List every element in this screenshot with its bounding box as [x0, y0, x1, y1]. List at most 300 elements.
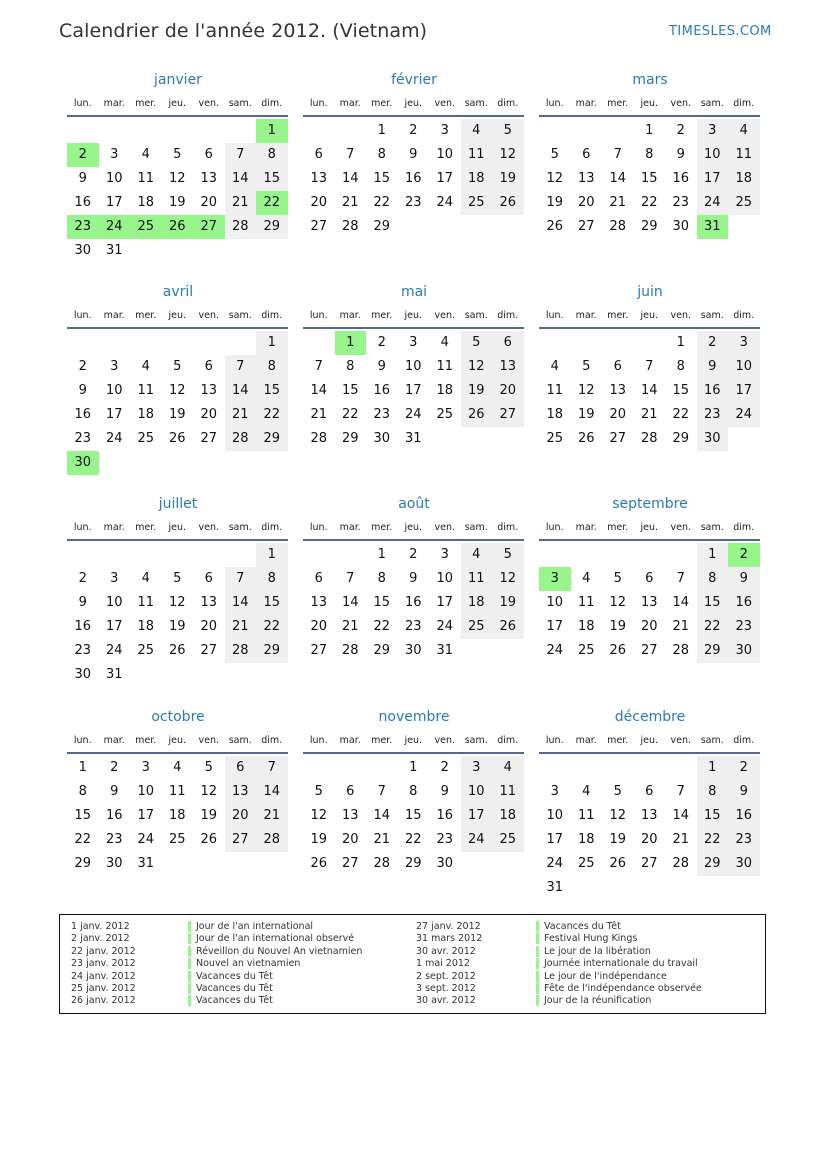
- day-cell: 20: [609, 407, 627, 422]
- month-3: [67, 284, 289, 484]
- day-cell: 6: [204, 359, 213, 374]
- day-cell: 29: [256, 427, 288, 451]
- day-cell: 12: [168, 595, 186, 610]
- header-divider: [67, 752, 288, 754]
- month-name: janvier: [154, 72, 202, 88]
- header-divider: [67, 539, 288, 541]
- day-cell: 25: [577, 856, 595, 871]
- day-cell: 17: [105, 195, 123, 210]
- legend-date: 25 janv. 2012: [71, 983, 136, 994]
- day-cell: 17: [546, 832, 564, 847]
- weekday-label: sam.: [464, 98, 488, 109]
- day-cell: 20: [640, 832, 658, 847]
- day-cell: 22: [697, 828, 729, 852]
- day-cell: 5: [461, 331, 493, 355]
- day-cell: 11: [577, 595, 595, 610]
- day-cell: 5: [613, 571, 622, 586]
- day-cell: 20: [310, 619, 328, 634]
- day-cell: 1: [256, 543, 288, 567]
- day-cell: 30: [74, 667, 92, 682]
- day-cell: 18: [461, 167, 493, 191]
- weekday-label: mer.: [135, 522, 157, 533]
- weekday-label: ven.: [670, 310, 691, 321]
- weekday-label: sam.: [700, 522, 724, 533]
- weekday-label: lun.: [73, 735, 92, 746]
- day-cell: 19: [609, 619, 627, 634]
- day-cell: 28: [341, 643, 359, 658]
- day-cell: 13: [310, 595, 328, 610]
- day-cell: 20: [200, 195, 218, 210]
- day-cell: 17: [436, 171, 454, 186]
- legend-holiday-name: Jour de la réunification: [536, 995, 651, 1006]
- day-cell: 13: [200, 171, 218, 186]
- day-cell: 6: [314, 571, 323, 586]
- legend-holiday-name: Vacances du Têt: [188, 971, 273, 982]
- day-cell: 25: [461, 615, 493, 639]
- day-cell: 28: [373, 856, 391, 871]
- day-cell: 24: [461, 828, 493, 852]
- day-cell: 13: [609, 383, 627, 398]
- weekday-label: ven.: [198, 310, 219, 321]
- day-cell: 30: [672, 219, 690, 234]
- month-5: [539, 284, 761, 484]
- day-cell: 2: [440, 760, 449, 775]
- weekday-label: sam.: [228, 310, 252, 321]
- legend-date: 2 sept. 2012: [416, 970, 476, 982]
- day-cell: 6: [645, 784, 654, 799]
- day-cell: 31: [105, 243, 123, 258]
- day-cell: 24: [137, 832, 155, 847]
- day-cell: 29: [341, 431, 359, 446]
- month-8: [539, 496, 761, 696]
- day-cell: 16: [404, 171, 422, 186]
- day-cell: 11: [728, 143, 760, 167]
- day-cell: 4: [141, 571, 150, 586]
- day-cell: 28: [672, 643, 690, 658]
- day-cell: 6: [314, 147, 323, 162]
- day-cell: 29: [256, 639, 288, 663]
- day-cell: 10: [461, 780, 493, 804]
- weekday-label: dim.: [497, 522, 519, 533]
- day-cell: 10: [404, 359, 422, 374]
- day-cell: 28: [609, 219, 627, 234]
- day-cell: 17: [697, 167, 729, 191]
- weekday-label: mer.: [607, 98, 629, 109]
- day-cell: 19: [168, 195, 186, 210]
- header-divider: [539, 539, 760, 541]
- legend-date: 22 janv. 2012: [71, 945, 136, 957]
- weekday-label: ven.: [670, 735, 691, 746]
- legend-holiday-name: Réveillon du Nouvel An vietnamien: [188, 946, 362, 957]
- day-cell: 30: [373, 431, 391, 446]
- day-cell: 28: [225, 639, 257, 663]
- day-cell: 22: [697, 615, 729, 639]
- day-cell: 3: [728, 331, 760, 355]
- weekday-label: dim.: [733, 522, 755, 533]
- day-cell: 9: [377, 359, 386, 374]
- day-cell: 2: [697, 331, 729, 355]
- day-cell: 2: [728, 756, 760, 780]
- day-cell: 25: [461, 191, 493, 215]
- month-0: [67, 72, 289, 272]
- day-cell: 21: [341, 619, 359, 634]
- weekday-label: dim.: [733, 98, 755, 109]
- weekday-label: dim.: [497, 310, 519, 321]
- day-cell: 3: [697, 119, 729, 143]
- day-cell: 30: [436, 856, 454, 871]
- holiday-day-cell: 2: [728, 543, 760, 567]
- day-cell: 23: [672, 195, 690, 210]
- day-cell: 15: [373, 595, 391, 610]
- day-cell: 15: [256, 167, 288, 191]
- day-cell: 4: [492, 756, 524, 780]
- day-cell: 30: [697, 427, 729, 451]
- day-cell: 18: [436, 383, 454, 398]
- day-cell: 12: [492, 143, 524, 167]
- day-cell: 16: [697, 379, 729, 403]
- day-cell: 18: [577, 832, 595, 847]
- weekday-label: lun.: [545, 735, 564, 746]
- day-cell: 16: [74, 619, 92, 634]
- weekday-label: dim.: [261, 522, 283, 533]
- day-cell: 8: [697, 567, 729, 591]
- day-cell: 8: [377, 147, 386, 162]
- day-cell: 3: [110, 571, 119, 586]
- day-cell: 17: [105, 619, 123, 634]
- day-cell: 19: [577, 407, 595, 422]
- day-cell: 10: [436, 571, 454, 586]
- day-cell: 15: [697, 591, 729, 615]
- day-cell: 26: [200, 832, 218, 847]
- holiday-day-cell: 2: [67, 143, 99, 167]
- day-cell: 12: [461, 355, 493, 379]
- day-cell: 9: [728, 780, 760, 804]
- day-cell: 14: [609, 171, 627, 186]
- day-cell: 27: [310, 643, 328, 658]
- day-cell: 11: [461, 567, 493, 591]
- day-cell: 14: [672, 595, 690, 610]
- day-cell: 26: [577, 431, 595, 446]
- day-cell: 2: [110, 760, 119, 775]
- weekday-label: lun.: [73, 98, 92, 109]
- day-cell: 1: [676, 335, 685, 350]
- day-cell: 19: [310, 832, 328, 847]
- day-cell: 9: [409, 571, 418, 586]
- day-cell: 14: [256, 780, 288, 804]
- day-cell: 9: [78, 383, 87, 398]
- legend-holiday-name: Vacances du Têt: [188, 983, 273, 994]
- day-cell: 4: [461, 543, 493, 567]
- day-cell: 1: [377, 547, 386, 562]
- day-cell: 24: [404, 407, 422, 422]
- day-cell: 3: [141, 760, 150, 775]
- day-cell: 1: [409, 760, 418, 775]
- day-cell: 11: [137, 595, 155, 610]
- day-cell: 21: [672, 832, 690, 847]
- holiday-day-cell: 31: [697, 215, 729, 239]
- day-cell: 8: [256, 143, 288, 167]
- day-cell: 7: [676, 784, 685, 799]
- weekday-label: mer.: [371, 98, 393, 109]
- day-cell: 1: [697, 756, 729, 780]
- day-cell: 10: [546, 808, 564, 823]
- header-divider: [303, 327, 524, 329]
- day-cell: 18: [137, 195, 155, 210]
- day-cell: 15: [341, 383, 359, 398]
- day-cell: 11: [137, 383, 155, 398]
- day-cell: 30: [728, 639, 760, 663]
- day-cell: 5: [613, 784, 622, 799]
- month-name: octobre: [151, 709, 205, 725]
- legend-holiday-name: Journée internationale du travail: [536, 958, 698, 969]
- legend-date: 26 janv. 2012: [71, 995, 136, 1007]
- weekday-label: lun.: [545, 310, 564, 321]
- day-cell: 7: [676, 571, 685, 586]
- day-cell: 4: [550, 359, 559, 374]
- weekday-label: jeu.: [168, 735, 187, 746]
- day-cell: 7: [346, 147, 355, 162]
- day-cell: 4: [582, 784, 591, 799]
- weekday-label: mer.: [135, 735, 157, 746]
- day-cell: 14: [341, 595, 359, 610]
- day-cell: 22: [256, 403, 288, 427]
- day-cell: 12: [310, 808, 328, 823]
- weekday-label: dim.: [733, 310, 755, 321]
- day-cell: 14: [225, 379, 257, 403]
- day-cell: 21: [672, 619, 690, 634]
- weekday-label: jeu.: [640, 522, 659, 533]
- brand-link[interactable]: TIMESLES.COM: [669, 24, 772, 39]
- day-cell: 9: [110, 784, 119, 799]
- day-cell: 21: [341, 195, 359, 210]
- header-divider: [539, 115, 760, 117]
- legend-date: 24 janv. 2012: [71, 970, 136, 982]
- day-cell: 11: [461, 143, 493, 167]
- day-cell: 21: [640, 407, 658, 422]
- month-name: mai: [400, 284, 428, 300]
- day-cell: 27: [577, 219, 595, 234]
- holiday-legend: [59, 914, 766, 1014]
- header-divider: [539, 752, 760, 754]
- day-cell: 3: [110, 359, 119, 374]
- day-cell: 25: [546, 431, 564, 446]
- day-cell: 22: [672, 407, 690, 422]
- month-7: [303, 496, 525, 696]
- day-cell: 2: [78, 571, 87, 586]
- weekday-label: mar.: [575, 735, 597, 746]
- day-cell: 17: [137, 808, 155, 823]
- weekday-label: jeu.: [404, 310, 423, 321]
- day-cell: 8: [409, 784, 418, 799]
- day-cell: 7: [314, 359, 323, 374]
- day-cell: 6: [645, 571, 654, 586]
- day-cell: 27: [341, 856, 359, 871]
- weekday-label: jeu.: [640, 310, 659, 321]
- weekday-label: dim.: [261, 735, 283, 746]
- day-cell: 13: [310, 171, 328, 186]
- day-cell: 3: [550, 784, 559, 799]
- day-cell: 4: [440, 335, 449, 350]
- day-cell: 8: [346, 359, 355, 374]
- day-cell: 31: [436, 643, 454, 658]
- day-cell: 1: [377, 123, 386, 138]
- day-cell: 5: [173, 147, 182, 162]
- day-cell: 6: [613, 359, 622, 374]
- weekday-label: mer.: [371, 735, 393, 746]
- weekday-label: lun.: [73, 522, 92, 533]
- day-cell: 2: [377, 335, 386, 350]
- weekday-label: mer.: [607, 310, 629, 321]
- weekday-label: mar.: [103, 735, 125, 746]
- legend-date: 23 janv. 2012: [71, 958, 136, 970]
- day-cell: 23: [728, 828, 760, 852]
- day-cell: 7: [225, 143, 257, 167]
- day-cell: 23: [404, 619, 422, 634]
- holiday-day-cell: 25: [130, 215, 162, 239]
- weekday-label: lun.: [73, 310, 92, 321]
- day-cell: 18: [577, 619, 595, 634]
- day-cell: 21: [373, 832, 391, 847]
- day-cell: 3: [440, 547, 449, 562]
- day-cell: 6: [204, 147, 213, 162]
- day-cell: 8: [256, 567, 288, 591]
- day-cell: 27: [200, 643, 218, 658]
- day-cell: 18: [492, 804, 524, 828]
- page-title: Calendrier de l'année 2012. (Vietnam): [59, 20, 428, 42]
- day-cell: 24: [697, 191, 729, 215]
- legend-holiday-name: Fête de l'indépendance observée: [536, 983, 702, 994]
- day-cell: 20: [200, 619, 218, 634]
- day-cell: 29: [74, 856, 92, 871]
- day-cell: 22: [341, 407, 359, 422]
- day-cell: 10: [436, 147, 454, 162]
- weekday-label: ven.: [434, 735, 455, 746]
- day-cell: 8: [256, 355, 288, 379]
- day-cell: 28: [341, 219, 359, 234]
- day-cell: 11: [577, 808, 595, 823]
- weekday-label: mer.: [607, 735, 629, 746]
- weekday-label: mer.: [607, 522, 629, 533]
- month-4: [303, 284, 525, 484]
- day-cell: 5: [492, 543, 524, 567]
- day-cell: 1: [645, 123, 654, 138]
- day-cell: 5: [492, 119, 524, 143]
- day-cell: 6: [346, 784, 355, 799]
- day-cell: 30: [404, 643, 422, 658]
- day-cell: 10: [105, 383, 123, 398]
- weekday-label: ven.: [198, 735, 219, 746]
- weekday-label: lun.: [309, 310, 328, 321]
- day-cell: 7: [225, 355, 257, 379]
- day-cell: 4: [582, 571, 591, 586]
- day-cell: 14: [310, 383, 328, 398]
- day-cell: 9: [78, 171, 87, 186]
- day-cell: 9: [409, 147, 418, 162]
- day-cell: 21: [310, 407, 328, 422]
- day-cell: 11: [168, 784, 186, 799]
- day-cell: 9: [676, 147, 685, 162]
- day-cell: 23: [404, 195, 422, 210]
- day-cell: 9: [728, 567, 760, 591]
- day-cell: 13: [577, 171, 595, 186]
- month-name: juillet: [158, 496, 198, 512]
- day-cell: 17: [728, 379, 760, 403]
- weekday-label: jeu.: [168, 522, 187, 533]
- day-cell: 24: [546, 643, 564, 658]
- day-cell: 19: [168, 619, 186, 634]
- weekday-label: sam.: [464, 522, 488, 533]
- day-cell: 26: [461, 403, 493, 427]
- month-name: septembre: [612, 496, 688, 512]
- day-cell: 25: [168, 832, 186, 847]
- day-cell: 30: [74, 243, 92, 258]
- day-cell: 14: [640, 383, 658, 398]
- weekday-label: lun.: [545, 98, 564, 109]
- day-cell: 14: [225, 591, 257, 615]
- day-cell: 21: [609, 195, 627, 210]
- header-divider: [539, 327, 760, 329]
- legend-holiday-name: Vacances du Têt: [188, 995, 273, 1006]
- day-cell: 5: [173, 571, 182, 586]
- day-cell: 12: [546, 171, 564, 186]
- weekday-label: sam.: [228, 735, 252, 746]
- legend-date: 3 sept. 2012: [416, 983, 476, 994]
- legend-date: 2 janv. 2012: [71, 933, 130, 945]
- day-cell: 18: [168, 808, 186, 823]
- day-cell: 13: [640, 808, 658, 823]
- day-cell: 1: [256, 331, 288, 355]
- day-cell: 7: [346, 571, 355, 586]
- day-cell: 20: [577, 195, 595, 210]
- day-cell: 22: [404, 832, 422, 847]
- day-cell: 18: [461, 591, 493, 615]
- day-cell: 1: [697, 543, 729, 567]
- day-cell: 15: [373, 171, 391, 186]
- holiday-day-cell: 24: [99, 215, 131, 239]
- day-cell: 27: [492, 403, 524, 427]
- month-name: juin: [637, 284, 663, 300]
- day-cell: 16: [74, 407, 92, 422]
- header-divider: [67, 115, 288, 117]
- day-cell: 4: [173, 760, 182, 775]
- legend-holiday-name: Jour de l'an international observé: [188, 933, 354, 944]
- day-cell: 29: [373, 643, 391, 658]
- header-divider: [303, 539, 524, 541]
- day-cell: 8: [697, 780, 729, 804]
- day-cell: 19: [492, 591, 524, 615]
- day-cell: 22: [74, 832, 92, 847]
- day-cell: 25: [728, 191, 760, 215]
- legend-date: 27 janv. 2012: [416, 921, 481, 932]
- weekday-label: dim.: [261, 310, 283, 321]
- month-name: août: [398, 496, 430, 512]
- day-cell: 11: [137, 171, 155, 186]
- day-cell: 31: [404, 431, 422, 446]
- day-cell: 15: [697, 804, 729, 828]
- day-cell: 4: [728, 119, 760, 143]
- day-cell: 23: [74, 643, 92, 658]
- day-cell: 31: [137, 856, 155, 871]
- weekday-label: mar.: [339, 522, 361, 533]
- holiday-day-cell: 1: [335, 331, 367, 355]
- day-cell: 13: [225, 780, 257, 804]
- weekday-label: jeu.: [640, 98, 659, 109]
- day-cell: 22: [256, 615, 288, 639]
- weekday-label: mer.: [135, 310, 157, 321]
- day-cell: 10: [105, 595, 123, 610]
- holiday-day-cell: 27: [193, 215, 225, 239]
- day-cell: 12: [492, 567, 524, 591]
